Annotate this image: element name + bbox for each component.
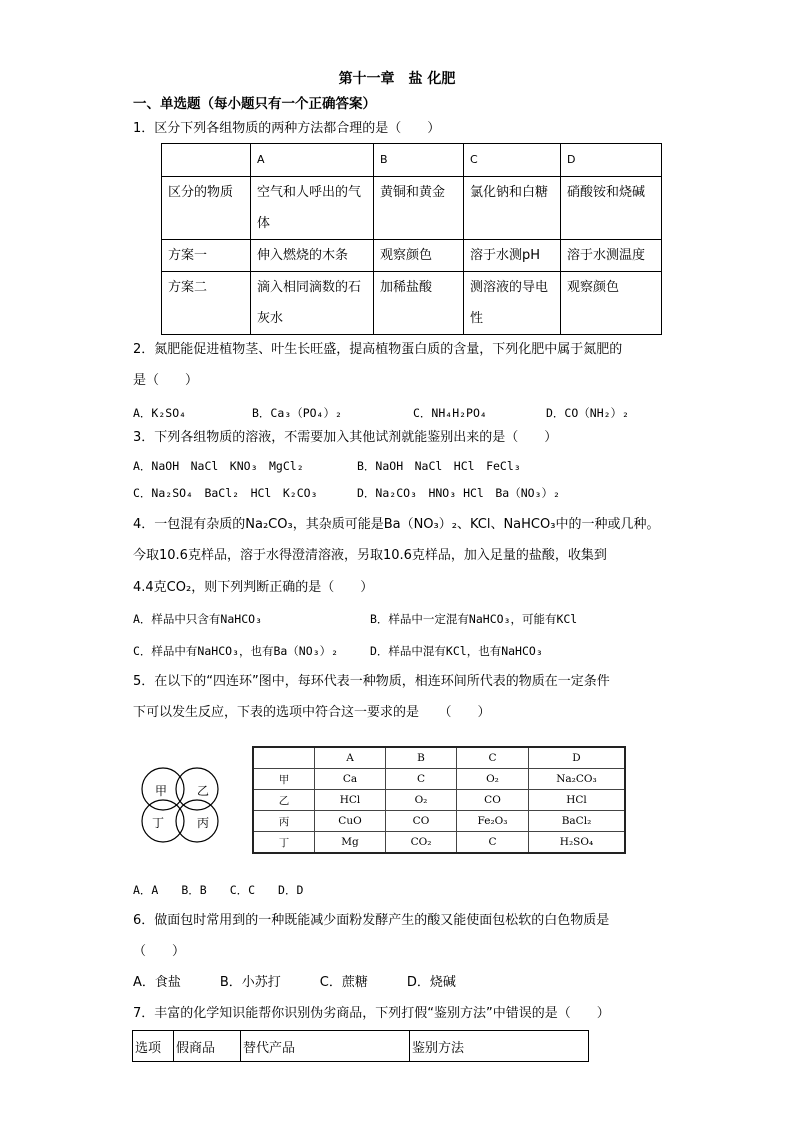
section-heading: 一、单选题（每小题只有一个正确答案） — [133, 96, 376, 112]
q4-option-c: C．样品中有NaHCO₃，也有Ba（NO₃）₂ — [133, 644, 339, 658]
table-cell: 方案一 — [162, 240, 251, 272]
table-cell: BaCl₂ — [529, 811, 626, 832]
table-row — [162, 240, 662, 272]
table-cell: 观察颜色 — [561, 272, 662, 335]
q2-option-a: A．K₂SO₄ — [133, 406, 187, 420]
q2-stem-line2: 是（ ） — [133, 373, 199, 388]
table-cell: C — [457, 747, 529, 769]
table-cell: 溶于水测pH — [464, 240, 561, 272]
q3-stem: 3．下列各组物质的溶液，不需要加入其他试剂就能鉴别出来的是（ ） — [133, 430, 558, 445]
q5-line2: 下可以发生反应，下表的选项中符合这一要求的是 （ ） — [133, 705, 491, 720]
table-cell: 伸入燃烧的木条 — [251, 240, 374, 272]
table-row — [162, 177, 662, 240]
q4-option-b: B．样品中一定混有NaHCO₃，可能有KCl — [370, 612, 578, 626]
q5-options: A．A B．B C．C D．D — [133, 883, 304, 897]
q5-line1: 5．在以下的“四连环”图中，每环代表一种物质，相连环间所代表的物质在一定条件 — [133, 674, 610, 689]
q4-line3: 4.4克CO₂，则下列判断正确的是（ ） — [133, 580, 374, 595]
table-cell — [162, 144, 251, 177]
table-cell: HCl — [529, 790, 626, 811]
q1-table — [161, 143, 662, 335]
table-cell: C — [386, 769, 457, 790]
table-cell: B — [386, 747, 457, 769]
q7-table — [132, 1030, 589, 1062]
table-cell: D — [561, 144, 662, 177]
q6-options: A．食盐 B．小苏打 C．蔗糖 D．烧碱 — [133, 975, 456, 990]
table-cell: CO — [457, 790, 529, 811]
table-cell: Mg — [315, 832, 386, 854]
q2-option-b: B．Ca₃（PO₄）₂ — [252, 406, 342, 420]
q7-stem: 7．丰富的化学知识能帮你识别伪劣商品，下列打假“鉴别方法”中错误的是（ ） — [133, 1006, 610, 1021]
q3-option-a: A．NaOH NaCl KNO₃ MgCl₂ — [133, 459, 304, 473]
table-cell: 假商品 — [174, 1031, 241, 1062]
table-cell: CO₂ — [386, 832, 457, 854]
q4-option-a: A．样品中只含有NaHCO₃ — [133, 612, 262, 626]
q2-option-d: D．CO（NH₂）₂ — [546, 406, 629, 420]
table-row — [253, 769, 625, 790]
table-cell: O₂ — [457, 769, 529, 790]
table-cell: CuO — [315, 811, 386, 832]
table-cell: Fe₂O₃ — [457, 811, 529, 832]
ring-label-bing: 丙 — [197, 816, 210, 830]
table-cell: 方案二 — [162, 272, 251, 335]
table-cell: Na₂CO₃ — [529, 769, 626, 790]
q4-line2: 今取10.6克样品，溶于水得澄清溶液，另取10.6克样品，加入足量的盐酸，收集到 — [133, 548, 607, 563]
table-cell: 观察颜色 — [374, 240, 464, 272]
ring-label-yi: 乙 — [197, 784, 210, 798]
table-cell: 乙 — [253, 790, 315, 811]
table-cell: 溶于水测温度 — [561, 240, 662, 272]
q1-stem: 1．区分下列各组物质的两种方法都合理的是（ ） — [133, 121, 441, 136]
q4-option-d: D．样品中混有KCl，也有NaHCO₃ — [370, 644, 543, 658]
table-row — [253, 832, 625, 854]
ring-label-jia: 甲 — [155, 784, 168, 798]
table-row — [253, 811, 625, 832]
table-cell: 氯化钠和白糖 — [464, 177, 561, 240]
table-cell: 区分的物质 — [162, 177, 251, 240]
q3-option-c: C．Na₂SO₄ BaCl₂ HCl K₂CO₃ — [133, 486, 318, 500]
table-cell: O₂ — [386, 790, 457, 811]
table-cell: 黄铜和黄金 — [374, 177, 464, 240]
table-cell — [253, 747, 315, 769]
table-cell: HCl — [315, 790, 386, 811]
table-row — [253, 790, 625, 811]
q4-line1: 4．一包混有杂质的Na₂CO₃，其杂质可能是Ba（NO₃）₂、KCl、NaHCO₃中的一种或几种。 — [133, 517, 660, 532]
table-cell: 测溶液的导电性 — [464, 272, 561, 335]
q2-option-c: C．NH₄H₂PO₄ — [413, 406, 487, 420]
table-cell: 替代产品 — [241, 1031, 410, 1062]
q6-line2: （ ） — [133, 944, 186, 959]
table-cell: A — [315, 747, 386, 769]
q2-stem-line1: 2．氮肥能促进植物茎、叶生长旺盛，提高植物蛋白质的含量，下列化肥中属于氮肥的 — [133, 342, 623, 357]
table-row — [162, 144, 662, 177]
q3-option-d: D．Na₂CO₃ HNO₃ HCl Ba（NO₃）₂ — [357, 486, 560, 500]
q3-option-b: B．NaOH NaCl HCl FeCl₃ — [357, 459, 521, 473]
table-row — [133, 1031, 589, 1062]
page-title: 第十一章 盐 化肥 — [338, 71, 456, 87]
table-cell: C — [464, 144, 561, 177]
table-cell: Ca — [315, 769, 386, 790]
table-cell: 丙 — [253, 811, 315, 832]
table-cell: A — [251, 144, 374, 177]
table-cell: C — [457, 832, 529, 854]
table-cell: H₂SO₄ — [529, 832, 626, 854]
table-cell: 丁 — [253, 832, 315, 854]
table-cell: CO — [386, 811, 457, 832]
table-cell: D — [529, 747, 626, 769]
table-cell: 空气和人呼出的气体 — [251, 177, 374, 240]
table-cell: 甲 — [253, 769, 315, 790]
table-row — [162, 272, 662, 335]
q6-line1: 6．做面包时常用到的一种既能减少面粉发酵产生的酸又能使面包松软的白色物质是 — [133, 913, 610, 928]
table-cell: 加稀盐酸 — [374, 272, 464, 335]
table-cell: 鉴别方法 — [410, 1031, 589, 1062]
table-row — [253, 747, 625, 769]
table-cell: 硝酸铵和烧碱 — [561, 177, 662, 240]
table-cell: 选项 — [133, 1031, 174, 1062]
table-cell: B — [374, 144, 464, 177]
ring-label-ding: 丁 — [152, 816, 165, 830]
four-rings-diagram — [135, 765, 225, 845]
q5-table — [252, 746, 626, 854]
table-cell: 滴入相同滴数的石灰水 — [251, 272, 374, 335]
